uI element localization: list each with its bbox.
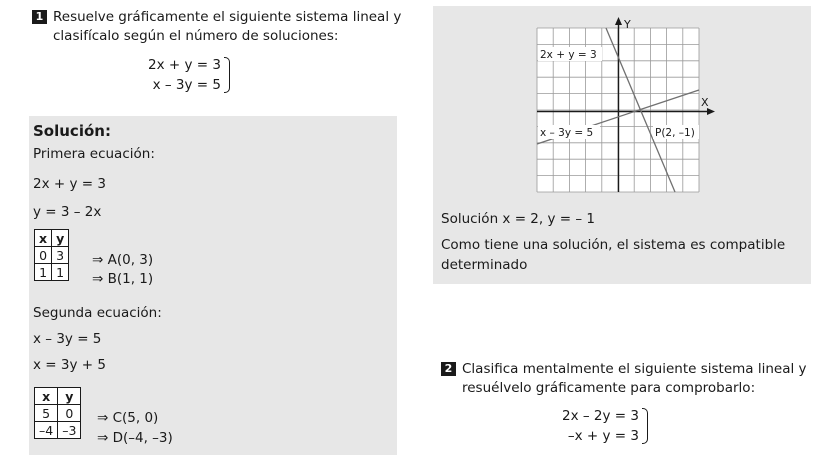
point-a: ⇒ A(0, 3)	[92, 252, 154, 268]
line-1-label: 2x + y = 3	[540, 49, 597, 61]
equation-1: 2x – 2y = 3	[562, 408, 639, 424]
table-header-y: y	[58, 388, 81, 405]
y-axis-label: Y	[624, 18, 631, 31]
statement-line-1: Resuelve gráficamente el siguiente sistema lineal y	[53, 9, 402, 25]
values-table-1-wrap	[34, 229, 69, 281]
values-table-2	[34, 387, 81, 439]
statement-line-1: Clasifica mentalmente el siguiente sistema lineal y	[462, 361, 807, 377]
intersection-point-label: P(2, –1)	[655, 127, 695, 139]
statement-line-2: clasifícalo según el número de soluciones:	[53, 28, 339, 44]
coordinate-graph	[532, 14, 718, 198]
table-cell: 5	[35, 405, 58, 422]
table-cell: 1	[35, 264, 52, 281]
x-axis-label: X	[701, 96, 709, 109]
solution-panel-left	[29, 116, 397, 455]
point-b: ⇒ B(1, 1)	[92, 271, 154, 287]
conclusion-line-1: Como tiene una solución, el sistema es compatible	[441, 237, 786, 253]
first-equation-solved: y = 3 – 2x	[33, 204, 102, 220]
solution-values: Solución x = 2, y = – 1	[441, 211, 595, 227]
table-header-x: x	[35, 230, 52, 247]
table-header-x: x	[35, 388, 58, 405]
graph-svg	[532, 14, 718, 198]
solution-title: Solución:	[33, 122, 111, 140]
table-header-y: y	[52, 230, 69, 247]
exercise-2-statement	[441, 360, 807, 398]
table-cell: 0	[58, 405, 81, 422]
equation-1: 2x + y = 3	[148, 57, 221, 73]
table-cell: 0	[35, 247, 52, 264]
second-equation-solved: x = 3y + 5	[33, 357, 106, 373]
system-of-equations-1	[148, 55, 221, 95]
point-c: ⇒ C(5, 0)	[97, 410, 159, 426]
brace	[642, 408, 648, 444]
x-axis-arrow-icon	[707, 108, 715, 115]
first-equation: 2x + y = 3	[33, 176, 106, 192]
exercise-1-statement	[32, 8, 401, 46]
conclusion-line-2: determinado	[441, 257, 528, 273]
table-cell: –4	[35, 422, 58, 439]
brace	[224, 57, 230, 93]
point-d: ⇒ D(–4, –3)	[97, 430, 173, 446]
equation-2: –x + y = 3	[567, 428, 639, 444]
table-cell: 1	[52, 264, 69, 281]
values-table-2-wrap	[34, 387, 81, 439]
second-equation: x – 3y = 5	[33, 331, 102, 347]
equation-2: x – 3y = 5	[152, 77, 221, 93]
table-cell: –3	[58, 422, 81, 439]
first-equation-label: Primera ecuación:	[33, 146, 155, 162]
values-table-1	[34, 229, 69, 281]
exercise-number-badge: 2	[441, 362, 456, 376]
y-axis-arrow-icon	[615, 17, 622, 25]
table-cell: 3	[52, 247, 69, 264]
statement-line-2: resuélvelo gráficamente para comprobarlo:	[462, 380, 756, 396]
line-2-label: x – 3y = 5	[540, 127, 594, 139]
exercise-number-badge: 1	[32, 10, 47, 24]
second-equation-label: Segunda ecuación:	[33, 305, 162, 321]
system-of-equations-2	[562, 406, 639, 446]
